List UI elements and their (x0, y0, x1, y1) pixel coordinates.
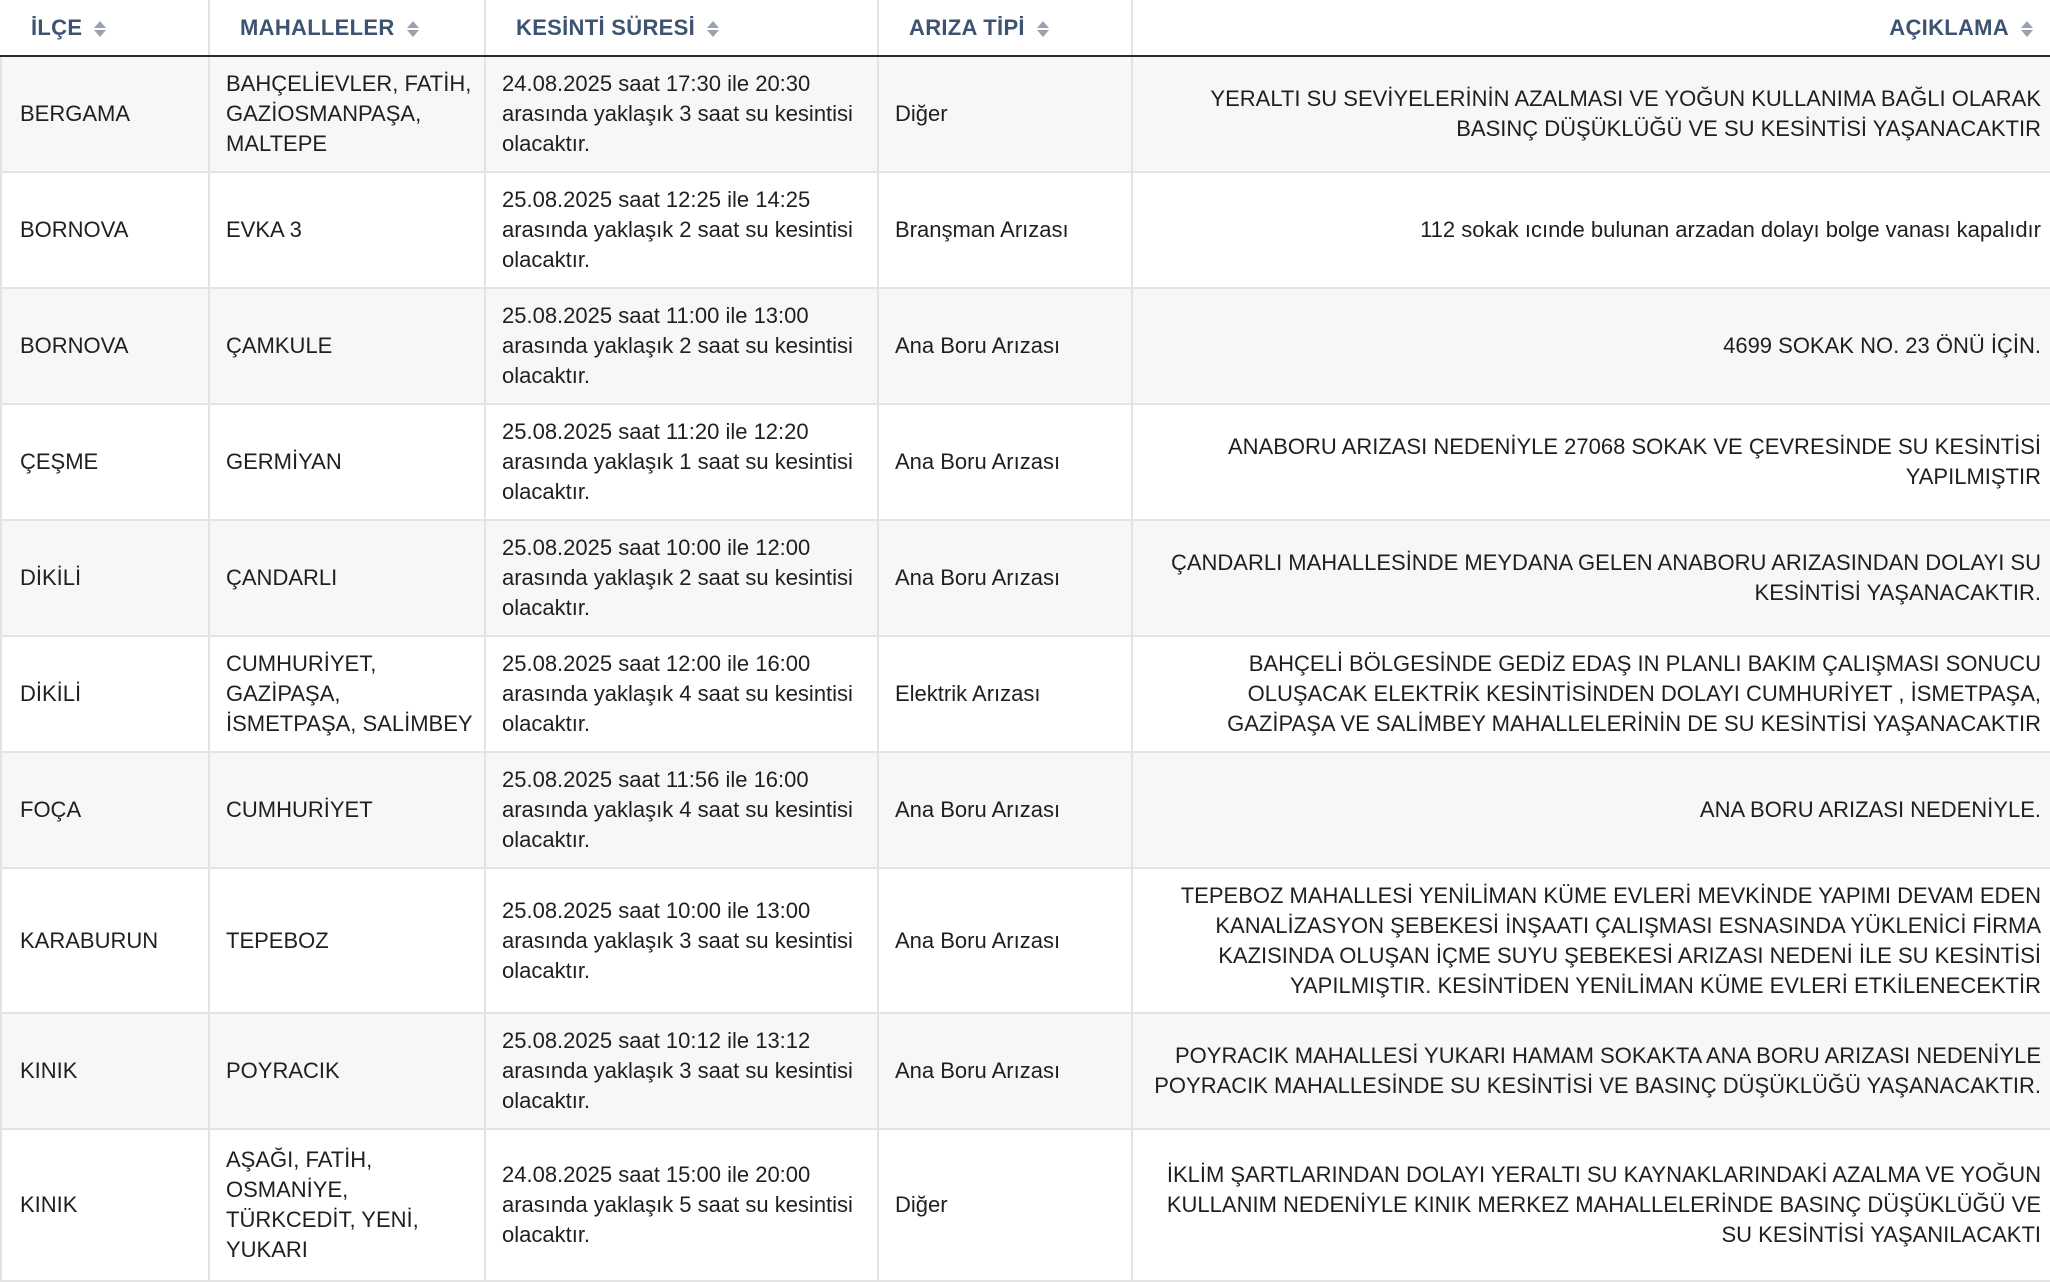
cell-aciklama: İKLİM ŞARTLARINDAN DOLAYI YERALTI SU KAYNAKLARINDAKİ AZALMA VE YOĞUN KULLANIM NEDENİYLE KINIK MERKEZ MAHALLELERİNDE BASINÇ DÜŞÜKLÜĞÜ VE SU KESİNTİSİ YAŞANILACAKTI (1132, 1129, 2050, 1281)
sort-icon[interactable] (94, 20, 106, 38)
cell-aciklama: POYRACIK MAHALLESİ YUKARI HAMAM SOKAKTA ANA BORU ARIZASI NEDENİYLE POYRACIK MAHALLESİNDE SU KESİNTİSİ VE BASINÇ DÜŞÜKLÜĞÜ YAŞANACAKTIR. (1132, 1013, 2050, 1129)
cell-kesinti-suresi: 25.08.2025 saat 11:20 ile 12:20 arasında yaklaşık 1 saat su kesintisi olacaktır. (485, 404, 878, 520)
cell-ariza-tipi: Ana Boru Arızası (878, 1013, 1132, 1129)
cell-kesinti-suresi: 25.08.2025 saat 10:00 ile 12:00 arasında yaklaşık 2 saat su kesintisi olacaktır. (485, 520, 878, 636)
column-header-label: KESİNTİ SÜRESİ (516, 14, 696, 40)
cell-ilce: BERGAMA (1, 56, 209, 172)
table-row (1, 1129, 2050, 1281)
cell-ariza-tipi: Ana Boru Arızası (878, 520, 1132, 636)
cell-mahalleler: EVKA 3 (209, 172, 485, 288)
cell-aciklama: TEPEBOZ MAHALLESİ YENİLİMAN KÜME EVLERİ MEVKİNDE YAPIMI DEVAM EDEN KANALİZASYON ŞEBEKESİ İNŞAATI ÇALIŞMASI ESNASINDA YÜKLENİCİ FİRMA KAZISINDA OLUŞAN İÇME SUYU ŞEBEKESİ ARIZASI NEDENİ İLE SU KESİNTİSİ YAPILMIŞTIR. KESİNTİDEN YENİLİMAN KÜME EVLERİ ETKİLENECEKTİR (1132, 868, 2050, 1013)
table-body (1, 56, 2050, 1281)
sort-icon[interactable] (1037, 20, 1049, 38)
column-header-kesinti-suresi[interactable] (485, 0, 878, 56)
cell-aciklama: 112 sokak ıcınde bulunan arzadan dolayı bolge vanası kapalıdır (1132, 172, 2050, 288)
cell-kesinti-suresi: 25.08.2025 saat 11:00 ile 13:00 arasında yaklaşık 2 saat su kesintisi olacaktır. (485, 288, 878, 404)
cell-aciklama: ANABORU ARIZASI NEDENİYLE 27068 SOKAK VE ÇEVRESİNDE SU KESİNTİSİ YAPILMIŞTIR (1132, 404, 2050, 520)
cell-ariza-tipi: Ana Boru Arızası (878, 752, 1132, 868)
table-row (1, 172, 2050, 288)
column-header-ilce[interactable] (1, 0, 209, 56)
column-header-mahalleler[interactable] (209, 0, 485, 56)
cell-mahalleler: ÇANDARLI (209, 520, 485, 636)
column-header-aciklama[interactable] (1132, 0, 2050, 56)
cell-ariza-tipi: Ana Boru Arızası (878, 288, 1132, 404)
cell-ariza-tipi: Ana Boru Arızası (878, 868, 1132, 1013)
column-header-label: AÇIKLAMA (1889, 14, 2009, 40)
cell-kesinti-suresi: 25.08.2025 saat 12:25 ile 14:25 arasında yaklaşık 2 saat su kesintisi olacaktır. (485, 172, 878, 288)
cell-mahalleler: AŞAĞI, FATİH, OSMANİYE, TÜRKCEDİT, YENİ, YUKARI (209, 1129, 485, 1281)
cell-mahalleler: CUMHURİYET (209, 752, 485, 868)
cell-aciklama: ANA BORU ARIZASI NEDENİYLE. (1132, 752, 2050, 868)
cell-aciklama: YERALTI SU SEVİYELERİNİN AZALMASI VE YOĞUN KULLANIMA BAĞLI OLARAK BASINÇ DÜŞÜKLÜĞÜ VE SU KESİNTİSİ YAŞANACAKTIR (1132, 56, 2050, 172)
column-header-label: ARIZA TİPİ (909, 14, 1025, 40)
cell-ilce: KARABURUN (1, 868, 209, 1013)
cell-ilce: BORNOVA (1, 288, 209, 404)
cell-kesinti-suresi: 25.08.2025 saat 12:00 ile 16:00 arasında yaklaşık 4 saat su kesintisi olacaktır. (485, 636, 878, 752)
cell-ilce: KINIK (1, 1129, 209, 1281)
cell-ilce: BORNOVA (1, 172, 209, 288)
cell-kesinti-suresi: 25.08.2025 saat 10:00 ile 13:00 arasında yaklaşık 3 saat su kesintisi olacaktır. (485, 868, 878, 1013)
cell-kesinti-suresi: 24.08.2025 saat 17:30 ile 20:30 arasında yaklaşık 3 saat su kesintisi olacaktır. (485, 56, 878, 172)
cell-mahalleler: BAHÇELİEVLER, FATİH, GAZİOSMANPAŞA, MALTEPE (209, 56, 485, 172)
table-row (1, 1013, 2050, 1129)
cell-kesinti-suresi: 25.08.2025 saat 11:56 ile 16:00 arasında yaklaşık 4 saat su kesintisi olacaktır. (485, 752, 878, 868)
sort-icon[interactable] (407, 20, 419, 38)
cell-mahalleler: POYRACIK (209, 1013, 485, 1129)
table-row (1, 868, 2050, 1013)
cell-ilce: DİKİLİ (1, 636, 209, 752)
cell-ariza-tipi: Diğer (878, 1129, 1132, 1281)
table-row (1, 56, 2050, 172)
cell-mahalleler: CUMHURİYET, GAZİPAŞA, İSMETPAŞA, SALİMBEY (209, 636, 485, 752)
cell-ariza-tipi: Diğer (878, 56, 1132, 172)
cell-ariza-tipi: Branşman Arızası (878, 172, 1132, 288)
cell-mahalleler: GERMİYAN (209, 404, 485, 520)
cell-ariza-tipi: Ana Boru Arızası (878, 404, 1132, 520)
cell-ilce: KINIK (1, 1013, 209, 1129)
table-row (1, 636, 2050, 752)
sort-icon[interactable] (2021, 20, 2033, 38)
table-row (1, 404, 2050, 520)
cell-mahalleler: ÇAMKULE (209, 288, 485, 404)
cell-mahalleler: TEPEBOZ (209, 868, 485, 1013)
sort-icon[interactable] (707, 20, 719, 38)
column-header-label: İLÇE (31, 14, 83, 40)
cell-ariza-tipi: Elektrik Arızası (878, 636, 1132, 752)
column-header-label: MAHALLELER (240, 14, 395, 40)
cell-ilce: DİKİLİ (1, 520, 209, 636)
cell-aciklama: BAHÇELİ BÖLGESİNDE GEDİZ EDAŞ IN PLANLI BAKIM ÇALIŞMASI SONUCU OLUŞACAK ELEKTRİK KESİNTİSİNDEN DOLAYI CUMHURİYET , İSMETPAŞA, GAZİPAŞA VE SALİMBEY MAHALLELERİNİN DE SU KESİNTİSİ YAŞANACAKTIR (1132, 636, 2050, 752)
cell-kesinti-suresi: 25.08.2025 saat 10:12 ile 13:12 arasında yaklaşık 3 saat su kesintisi olacaktır. (485, 1013, 878, 1129)
cell-kesinti-suresi: 24.08.2025 saat 15:00 ile 20:00 arasında yaklaşık 5 saat su kesintisi olacaktır. (485, 1129, 878, 1281)
cell-ilce: ÇEŞME (1, 404, 209, 520)
cell-aciklama: 4699 SOKAK NO. 23 ÖNÜ İÇİN. (1132, 288, 2050, 404)
table-row (1, 752, 2050, 868)
table-header (1, 0, 2050, 56)
table-row (1, 520, 2050, 636)
column-header-ariza-tipi[interactable] (878, 0, 1132, 56)
table-row (1, 288, 2050, 404)
cell-ilce: FOÇA (1, 752, 209, 868)
cell-aciklama: ÇANDARLI MAHALLESİNDE MEYDANA GELEN ANABORU ARIZASINDAN DOLAYI SU KESİNTİSİ YAŞANACAKTIR. (1132, 520, 2050, 636)
